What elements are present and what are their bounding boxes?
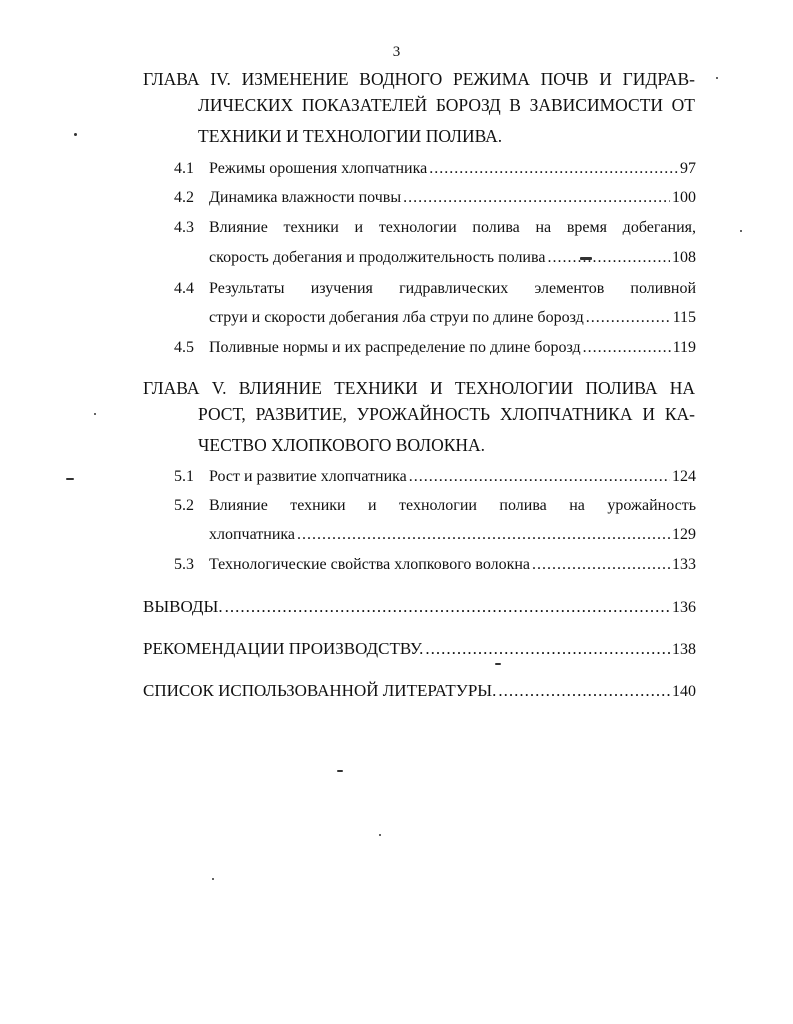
section-number: 5.2: [174, 497, 194, 514]
toc-entry-5-2-cont[interactable]: [209, 526, 696, 544]
scan-speck: [379, 834, 381, 836]
toc-entry-4-5[interactable]: [174, 339, 696, 357]
toc-entry-5-1[interactable]: [174, 468, 696, 486]
section-number: 4.1: [174, 160, 194, 177]
dot-leader: [429, 160, 678, 178]
section-title: Поливные нормы и их распределение по длине борозд: [209, 339, 581, 356]
section-page: 97: [680, 160, 696, 177]
dot-leader: [425, 639, 670, 659]
toc-entry-4-3[interactable]: [174, 219, 696, 237]
section-title-cont: струи и скорости добегания лба струи по длине борозд: [209, 309, 584, 326]
section-title: Влияние техники и технологии полива на урожайность: [209, 497, 696, 514]
section-page: 129: [672, 526, 696, 543]
chapter-4-heading-line-3: ТЕХНИКИ И ТЕХНОЛОГИИ ПОЛИВА.: [198, 126, 503, 146]
scan-speck: [337, 770, 343, 772]
scan-speck: [212, 878, 214, 880]
section-title-cont: скорость добегания и продолжительность полива: [209, 249, 546, 266]
entry-page: 140: [672, 683, 696, 700]
section-number: 4.4: [174, 280, 194, 297]
entry-page: 136: [672, 599, 696, 616]
chapter-5-heading-line-2: РОСТ, РАЗВИТИЕ, УРОЖАЙНОСТЬ ХЛОПЧАТНИКА И КА-: [198, 404, 695, 424]
section-number: 4.3: [174, 219, 194, 236]
scan-speck: [495, 663, 501, 665]
toc-entry-4-4[interactable]: [174, 280, 696, 298]
dot-leader: [409, 468, 670, 486]
entry-title: СПИСОК ИСПОЛЬЗОВАННОЙ ЛИТЕРАТУРЫ.: [143, 681, 497, 700]
toc-entry-5-3[interactable]: [174, 556, 696, 574]
chapter-5-heading-line-3: ЧЕСТВО ХЛОПКОВОГО ВОЛОКНА.: [198, 435, 486, 455]
section-title-cont: хлопчатника: [209, 526, 296, 543]
section-title: Рост и развитие хлопчатника: [209, 468, 407, 485]
toc-entry-recommendations[interactable]: [143, 639, 696, 659]
chapter-4-heading-line-2: ЛИЧЕСКИХ ПОКАЗАТЕЛЕЙ БОРОЗД В ЗАВИСИМОСТИ ОТ: [198, 95, 695, 115]
chapter-5-heading-line-1: ГЛАВА V. ВЛИЯНИЕ ТЕХНИКИ И ТЕХНОЛОГИИ ПОЛИВА НА: [143, 378, 695, 398]
section-title: Влияние техники и технологии полива на время добегания,: [209, 219, 696, 236]
dot-leader: [498, 681, 670, 701]
section-page: 100: [672, 189, 696, 206]
toc-entry-4-4-cont[interactable]: [209, 309, 696, 327]
section-title: Результаты изучения гидравлических элементов поливной: [209, 280, 696, 297]
section-number: 4.2: [174, 189, 194, 206]
section-page: 108: [672, 249, 696, 266]
section-page: 115: [672, 309, 696, 326]
entry-title: РЕКОМЕНДАЦИИ ПРОИЗВОДСТВУ.: [143, 639, 424, 658]
section-page: 119: [672, 339, 696, 356]
toc-entry-4-3-cont[interactable]: [209, 249, 696, 267]
scan-speck: [580, 257, 592, 260]
toc-entry-references[interactable]: [143, 681, 696, 701]
toc-entry-conclusions[interactable]: [143, 597, 696, 617]
entry-title: ВЫВОДЫ.: [143, 597, 223, 616]
section-page: 133: [672, 556, 696, 573]
dot-leader: [403, 189, 670, 207]
dot-leader: [532, 556, 670, 574]
dot-leader: [547, 249, 670, 267]
toc-entry-4-2[interactable]: [174, 189, 696, 207]
toc-entry-4-1[interactable]: [174, 160, 696, 178]
section-number: 5.1: [174, 468, 194, 485]
section-number: 4.5: [174, 339, 194, 356]
section-title: Технологические свойства хлопкового волокна: [209, 556, 531, 573]
scan-speck: [66, 478, 74, 480]
dot-leader: [225, 597, 670, 617]
page-number: 3: [392, 44, 401, 60]
toc-entry-5-2[interactable]: [174, 497, 696, 515]
dot-leader: [583, 339, 671, 357]
section-number: 5.3: [174, 556, 194, 573]
chapter-4-heading-line-1: ГЛАВА IV. ИЗМЕНЕНИЕ ВОДНОГО РЕЖИМА ПОЧВ И ГИДРАВ-: [143, 69, 695, 89]
scan-speck: [74, 133, 77, 136]
section-title: Динамика влажности почвы: [209, 189, 402, 206]
section-page: 124: [672, 468, 696, 485]
scan-speck: [740, 230, 742, 232]
scan-speck: [716, 77, 718, 79]
dot-leader: [297, 526, 670, 544]
dot-leader: [586, 309, 671, 327]
scan-speck: [94, 413, 96, 415]
entry-page: 138: [672, 641, 696, 658]
section-title: Режимы орошения хлопчатника: [209, 160, 428, 177]
